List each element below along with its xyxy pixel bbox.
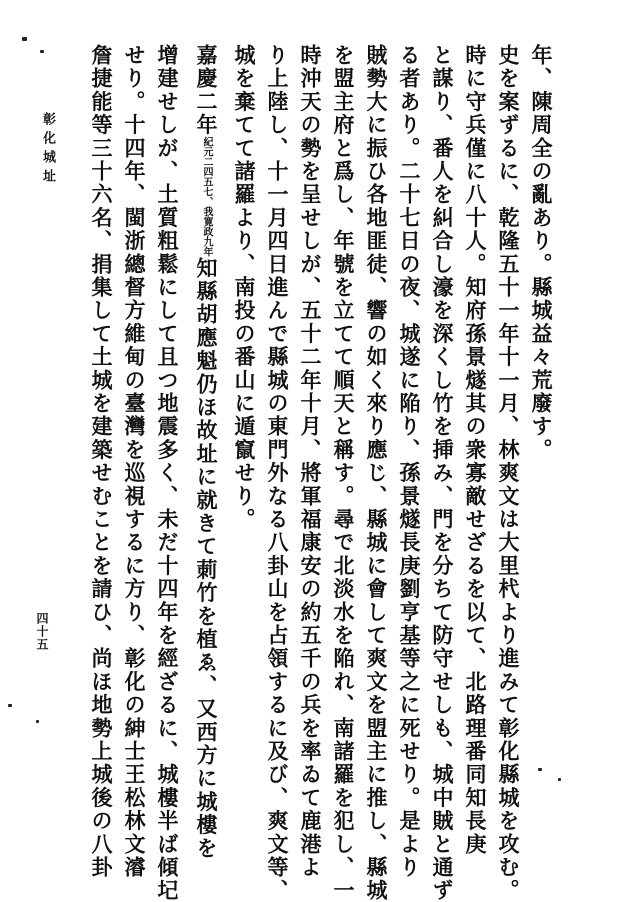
running-title: 彰化城址 xyxy=(40,112,55,188)
text-column-13: せり。十四年、閩浙總督方維甸の臺灣を巡視するに方り、彰化の紳士王松林文濬 xyxy=(122,44,147,880)
date-annotation: 紀元二四五七、我寛政九年 xyxy=(201,136,212,257)
column-text: 知縣胡應魁仍ほ故址に就きて莿竹を植ゑ、又西方に城樓を xyxy=(194,256,219,861)
scan-speck xyxy=(36,720,39,723)
era-year: 嘉慶二年 xyxy=(194,44,219,137)
scan-speck xyxy=(40,50,44,53)
page-number: 四十五 xyxy=(35,612,49,651)
text-column-2: 史を案ずるに、乾隆五十一年十一月、林爽文は大里杙より進みて彰化縣城を攻む。 xyxy=(496,44,521,902)
text-column-5: る者あり。二十七日の夜、城遂に陥り、孫景燧長庚劉亨基等之に死せり。是より xyxy=(397,44,422,880)
scan-speck xyxy=(538,768,542,771)
text-column-14: 詹捷能等三十六名、捐集して土城を建築せむことを請ひ、尚ほ地勢上城後の八卦 xyxy=(89,44,114,880)
scan-speck xyxy=(22,37,27,41)
text-column-6: 賊勢大に振ひ各地匪徒、響の如く來り應じ、縣城に會して爽文を盟主に推し、縣城 xyxy=(364,44,389,902)
scan-speck xyxy=(558,778,561,781)
text-column-9: り上陸し、十一月四日進んで縣城の東門外なる八卦山を占領するに及び、爽文等、 xyxy=(265,44,290,902)
text-column-8: 時沖天の勢を呈せしが、五十二年十月、將軍福康安の約五千の兵を率ゐて鹿港よ xyxy=(298,44,323,880)
text-column-4: と謀り、番人を糾合し濠を深くし竹を挿み、門を分ちて防守せしも、城中賊と通ず xyxy=(430,44,455,902)
text-column-11 xyxy=(192,44,220,860)
text-column-10: 城を棄てて諸羅より、南投の番山に遁竄せり。 xyxy=(232,44,257,532)
text-column-7: を盟主府と爲し、年號を立てて順天と稱す。尋で北淡水を陥れ、南諸羅を犯し、一 xyxy=(331,44,356,902)
text-column-3: 時に守兵僅に八十人。知府孫景燧其の衆寡敵せざるを以て、北路理番同知長庚 xyxy=(463,44,488,856)
text-column-1: 年、陳周全の亂あり。縣城益々荒廢す。 xyxy=(529,44,554,462)
text-column-12: 增建せしが、土質粗鬆にして且つ地震多く、未だ十四年を經ざるに、城樓半ば傾圮 xyxy=(155,44,180,902)
scan-speck xyxy=(8,704,12,707)
